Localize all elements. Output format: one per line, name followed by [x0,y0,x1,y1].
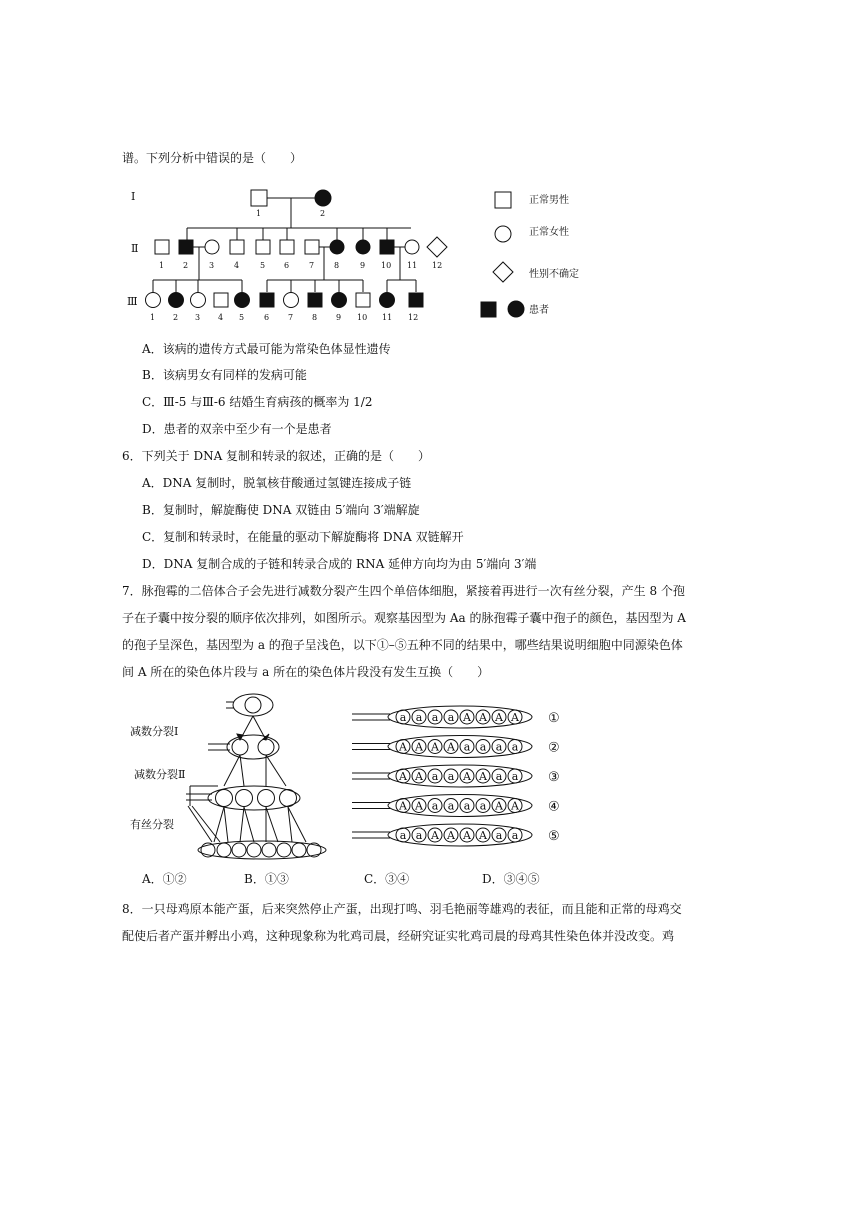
spore-genotype: A [511,711,519,724]
spore-genotype: a [415,711,423,724]
svg-text:2: 2 [173,313,179,322]
gen2-4 [230,240,244,254]
gen2-1 [155,240,169,254]
gen2-10 [380,240,394,254]
svg-text:6: 6 [264,313,270,322]
spore-genotype: A [495,799,503,813]
q8-line-2: 配使后者产蛋并孵出小鸡，这种现象称为牝鸡司晨，经研究证实牝鸡司晨的母鸡其性染色体并没改变。鸡 [122,929,675,943]
gen3-12 [409,293,423,307]
q7-stem-line-3: 的孢子呈深色，基因型为 a 的孢子呈浅色，以下①–⑤五种不同的结果中，哪些结果说明细胞中同源染色体 [122,638,683,652]
gen1-male-1 [251,190,267,206]
spore-genotype: a [447,711,455,724]
spore-genotype: a [479,799,487,813]
svg-text:9: 9 [336,313,342,322]
spore-genotype: A [479,770,487,783]
q6-option-c: C．复制和转录时，在能量的驱动下解旋酶将 DNA 双链解开 [142,530,464,544]
svg-text:6: 6 [284,261,290,270]
gen3-9 [332,293,347,308]
spore-genotype: A [431,740,439,754]
spore-genotype: A [463,770,471,783]
spore-genotype: a [415,829,423,842]
q7-option-c: C．③④ [364,872,410,886]
division-diagram [120,690,340,860]
q6-option-b: B．复制时，解旋酶使 DNA 双链由 5′端向 3′端解旋 [142,503,420,517]
pedigree-chart [125,180,579,330]
spore-genotype: a [431,770,439,783]
spore-genotype: a [495,829,503,842]
svg-text:4: 4 [218,313,224,322]
legend-affected-female-icon [508,301,524,317]
spore-genotype: a [463,740,471,754]
spore-genotype: a [495,770,503,783]
gen3-8 [308,293,322,307]
ascus-2 [352,736,560,758]
spore-genotype: A [495,711,503,724]
ascus-number: ① [548,711,560,726]
gen3-4 [214,293,228,307]
q6-stem: 6．下列关于 DNA 复制和转录的叙述，正确的是（ ） [122,449,431,463]
mitosis-label: 有丝分裂 [130,818,174,831]
spore-genotype: A [479,829,487,842]
spore-genotype: a [511,770,519,783]
asci-diagram [350,705,580,855]
gen2-6 [280,240,294,254]
legend-normal-female: 正常女性 [529,227,569,238]
q5-option-c: C．Ⅲ-5 与Ⅲ-6 结婚生育病孩的概率为 1/2 [142,395,373,409]
svg-text:10: 10 [357,313,368,322]
svg-text:7: 7 [288,313,294,322]
svg-text:1: 1 [256,209,262,218]
ascus-5 [352,824,560,846]
gen2-12 [427,237,447,257]
q6-option-a: A．DNA 复制时，脱氧核苷酸通过氢键连接成子链 [142,476,412,490]
legend-normal-male: 正常男性 [529,195,569,206]
meiosis2-label: 减数分裂Ⅱ [134,768,186,781]
spore-genotype: A [447,829,455,842]
svg-text:8: 8 [312,313,318,322]
ascus-number: ④ [548,799,560,815]
q7-option-b: B．①③ [244,872,289,886]
gen3-7 [284,293,299,308]
gen2-2 [179,240,193,254]
svg-text:4: 4 [234,261,240,270]
svg-text:11: 11 [382,313,393,322]
svg-text:2: 2 [183,261,189,270]
svg-text:3: 3 [209,261,215,270]
spore-genotype: a [431,799,439,813]
spore-genotype: a [511,829,519,842]
legend-affected-male-icon [481,302,496,317]
gen1-female-2 [315,190,331,206]
q5-option-d: D．患者的双亲中至少有一个是患者 [142,422,332,436]
spore-genotype: A [447,740,455,754]
spore-genotype: A [415,799,423,813]
ascus-number: ⑤ [548,829,560,844]
gen-label-3: Ⅲ [127,295,138,308]
gen-label-1: Ⅰ [131,190,136,203]
ascus-4 [352,795,560,817]
spore-genotype: A [479,711,487,724]
spore-genotype: A [511,799,519,813]
spore-genotype: a [463,799,471,813]
gen2-11 [405,240,419,254]
q5-stem: 谱。下列分析中错误的是（ ） [122,151,303,165]
q6-option-d: D．DNA 复制合成的子链和转录合成的 RNA 延伸方向均为由 5′端向 3′端 [142,557,537,571]
svg-text:12: 12 [408,313,419,322]
legend-diamond-icon [493,262,513,282]
svg-text:12: 12 [432,261,443,270]
gen3-2 [169,293,184,308]
spore-genotype: A [415,770,423,783]
spore-genotype: a [495,740,503,754]
svg-text:9: 9 [360,261,366,270]
gen3-3 [191,293,206,308]
gen3-10 [356,293,370,307]
meiosis1-label: 减数分裂Ⅰ [130,725,179,738]
legend-unknown-sex: 性别不确定 [529,269,579,280]
q7-stem-line-1: 7．脉孢霉的二倍体合子会先进行减数分裂产生四个单倍体细胞，紧接着再进行一次有丝分裂，产生 8 个孢 [122,584,685,598]
gen2-8 [330,240,344,254]
svg-text:5: 5 [239,313,245,322]
svg-text:2: 2 [320,209,326,218]
legend-male-icon [495,192,511,208]
ascus-3 [352,765,560,787]
q7-stem-line-2: 子在子囊中按分裂的顺序依次排列，如图所示。观察基因型为 Aa 的脉孢霉子囊中孢子的颜色，基因型为 A [122,611,686,625]
gen3-11 [380,293,395,308]
spore-genotype: A [463,711,471,724]
spore-genotype: a [447,770,455,783]
spore-genotype: A [399,770,407,783]
spore-genotype: a [399,711,407,724]
spore-genotype: a [399,829,407,842]
gen2-5 [256,240,270,254]
svg-text:3: 3 [195,313,201,322]
svg-text:10: 10 [381,261,392,270]
svg-text:8: 8 [334,261,340,270]
legend-affected: 患者 [529,305,549,316]
spore-genotype: A [463,829,471,842]
legend-female-icon [495,226,511,242]
ascus-1 [352,706,560,728]
ascus-number: ② [548,740,560,756]
svg-text:1: 1 [150,313,156,322]
svg-text:7: 7 [309,261,315,270]
gen3-6 [260,293,274,307]
q5-option-b: B．该病男女有同样的发病可能 [142,368,307,382]
spore-genotype: A [415,740,423,754]
gen2-7 [305,240,319,254]
gen-label-2: Ⅱ [131,242,139,255]
q7-option-a: A．①② [142,872,187,886]
spore-genotype: A [431,829,439,842]
gen3-5 [235,293,250,308]
spore-genotype: A [399,740,407,754]
spore-genotype: a [447,799,455,813]
gen2-9 [356,240,370,254]
svg-text:5: 5 [260,261,266,270]
q7-option-d: D．③④⑤ [482,872,540,886]
q8-line-1: 8．一只母鸡原本能产蛋，后来突然停止产蛋，出现打鸣、羽毛艳丽等雄鸡的表征，而且能和正常的母鸡交 [122,902,682,916]
svg-text:1: 1 [159,261,165,270]
spore-genotype: a [511,740,519,754]
gen2-3 [205,240,219,254]
ascus-number: ③ [548,770,560,785]
q5-option-a: A．该病的遗传方式最可能为常染色体显性遗传 [142,342,391,356]
spore-genotype: a [431,711,439,724]
spore-genotype: A [399,799,407,813]
gen3-1 [146,293,161,308]
spore-genotype: a [479,740,487,754]
svg-text:11: 11 [407,261,418,270]
q7-stem-line-4: 间 A 所在的染色体片段与 a 所在的染色体片段没有发生互换（ ） [122,665,490,679]
